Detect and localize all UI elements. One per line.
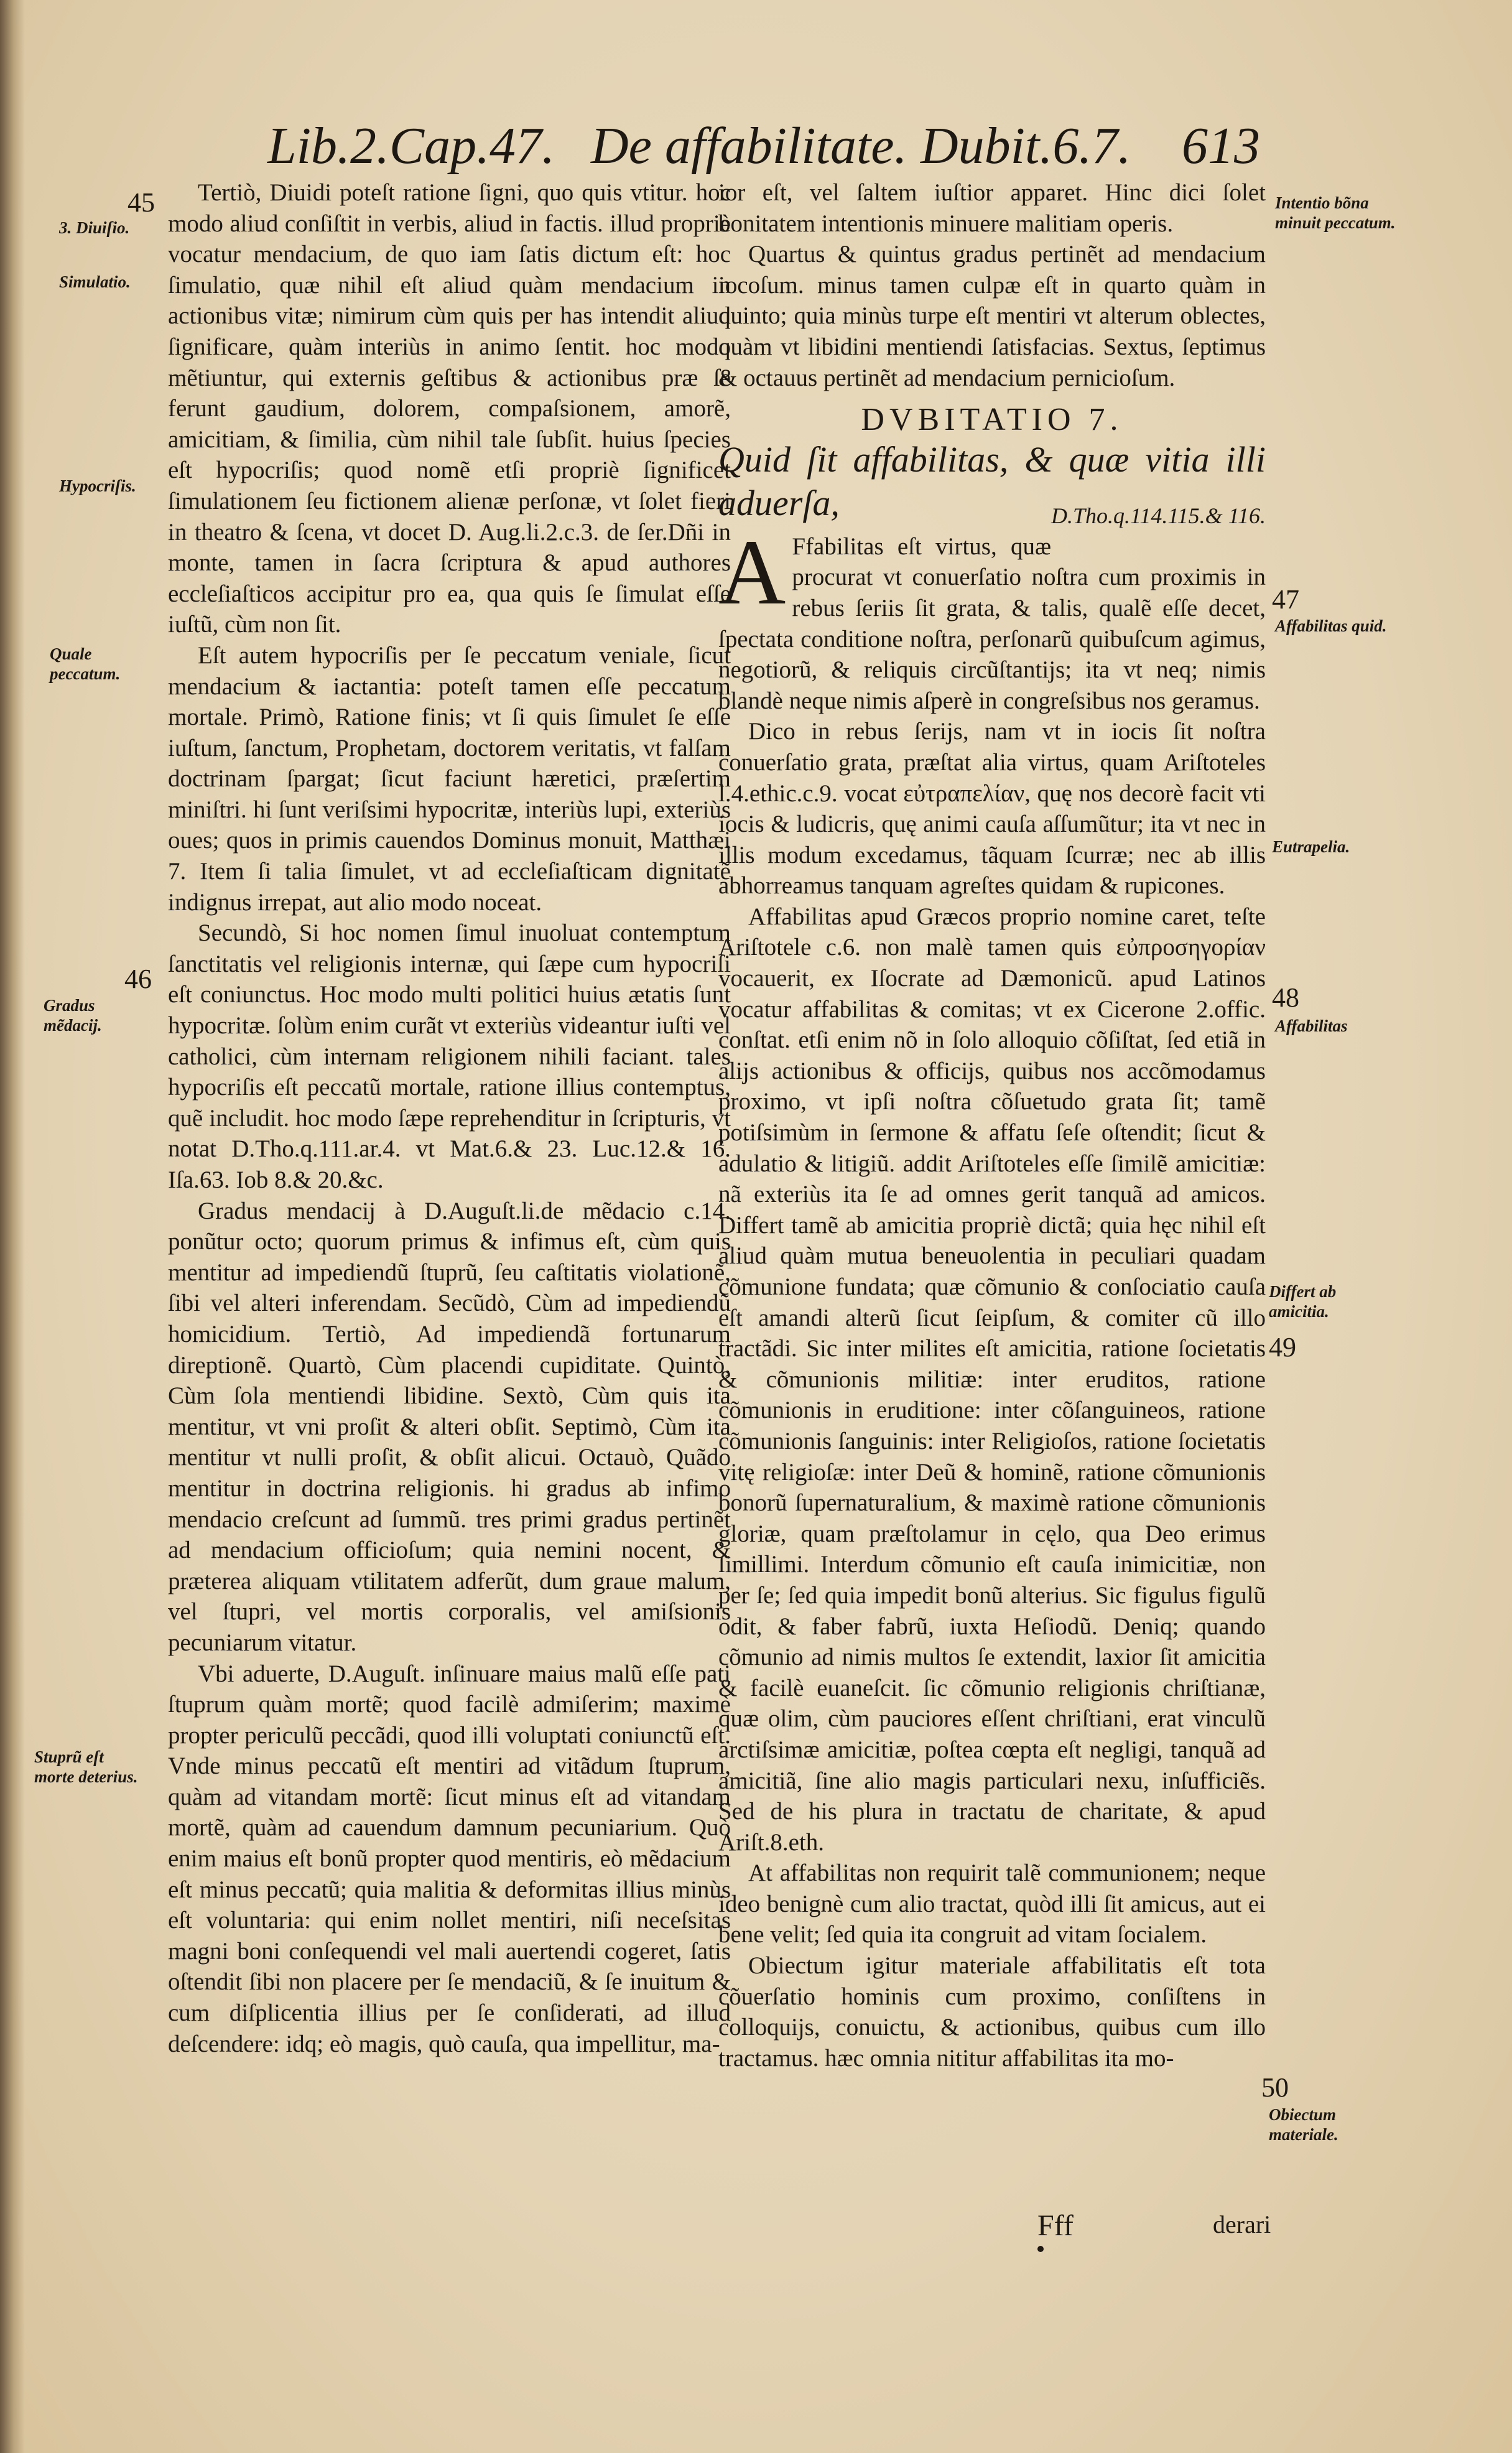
ink-dot	[1037, 2246, 1044, 2252]
margin-number-49: 49	[1269, 1332, 1296, 1362]
question-title-text: Quid ſit affabilitas, & quæ vitia illi aduerſa,	[718, 439, 1266, 523]
margin-note-simulatio: Simulatio.	[59, 272, 131, 291]
question-reference: D.Tho.q.114.115.& 116.	[1051, 503, 1266, 528]
margin-note-differt: Differt ab amicitia.	[1269, 1282, 1337, 1321]
margin-note-gradus: Gradus mẽdacij.	[44, 996, 102, 1035]
margin-number-50: 50	[1261, 2072, 1289, 2103]
running-header	[267, 112, 1287, 180]
left-paragraph: Eſt autem hypocriſis per ſe peccatum veniale, ſicut mendacium & iactantia: poteſt tamen eſſe peccatum mortale. Primò, Ratione finis; vt ſi quis ſimulet ſe eſſe iuſtum, ſanctum, Prophetam, doctorem veritatis, vt falſam doctrinam ſpargat; ſicut faciunt hæretici, præſertim miniſtri. hi ſunt veriſsimi hypocritæ, interiùs lupi, exteriùs oues; quos in primis cauendos Dominus monuit, Matthæi 7. Item ſi talia ſimulet, vt ad eccleſiaſticam dignitatẽ indignus irrepat, aut alio modo noceat.	[168, 641, 731, 916]
right-intro-paragraph: Quartus & quintus gradus pertinẽt ad mendacium iocoſum. minus tamen culpæ eſt in quarto quàm in quinto; quia minùs turpe eſt mentiri vt alterum oblectes, quàm vt libidini mentiendi ſatisfacias. Sextus, ſeptimus & octauus pertinẽt ad mendacium pernicioſum.	[718, 241, 1266, 391]
left-text-column	[168, 177, 731, 2059]
dubitatio-heading: DVBITATIO 7.	[861, 402, 1123, 438]
right-text-column	[718, 177, 1266, 2074]
margin-note-affabilitas: Affabilitas	[1275, 1017, 1348, 1035]
margin-note-divisio: 3. Diuiſio.	[59, 218, 130, 237]
margin-note-quale-peccatum: Quale peccatum.	[50, 645, 121, 683]
right-paragraph: Affabilitas apud Græcos proprio nomine caret, teſte Ariſtotele c.6. non malè tamen quis εὐπροσηγορίαν vocauerit, ex Iſocrate ad Dæmonicũ. apud Latinos vocatur affabilitas & comitas; vt ex Cicerone 2.offic. conſtat. etſi enim nõ in ſolo alloquio cõſiſtat, ſed etiã in alijs actionibus & officijs, quibus nos accõmodamus proximo, vt ipſi noſtra cõſuetudo grata ſit; tamẽ potiſsimùm in ſermone & affatu ſeſe oſtendit; ſicut & adulatio & litigiũ. addit Ariſtoteles eſſe ſimilẽ amicitiæ: nã exteriùs ita ſe ad omnes gerit tanquã ad amicos. Differt tamẽ ab amicitia propriè dictã; quia hęc nihil eſt aliud quàm mutua beneuolentia in peculiari quadam cõmunione fundata; quæ cõmunio & conſociatio cauſa eſt amandi alterũ ſicut ſeipſum, & comiter cũ illo tractãdi. Sic inter milites eſt amicitia, ratione ſocietatis & cõmunionis militiæ: inter eruditos, ratione cõmunionis in eruditione: inter cõſanguineos, ratione cõmunionis ſanguinis: inter Religioſos, ratione ſocietatis vitę religioſæ: inter Deũ & hominẽ, ratione cõmunionis bonorũ ſupernaturalium, & maximè ratione cõmunionis gloriæ, quam præſtolamur in cęlo, qua Deo erimus ſimillimi. Interdum cõmunio eſt cauſa inimicitiæ, non per ſe; ſed quia impedit bonũ alterius. Sic figulus figulũ odit, & faber fabrũ, iuxta Heſiodũ. Deniq; quando cõmunio ad nimis multos ſe extendit, laxior ſit amicitia & facilè euaneſcit. ſic cõmunio religionis chriſtianæ, quæ olim, cùm pauciores eſſent chriſtiani, erat vinculũ arctiſsimæ amicitiæ, poſtea cœpta eſt negligi, tanquã ad amicitiã, ſine alio magis particulari nexu, inſufficiẽs. Sed de his plura in tractatu de charitate, & apud Ariſt.8.eth.	[718, 903, 1266, 1856]
catchword: derari	[1213, 2210, 1271, 2238]
header-title: De affabilitate.	[591, 117, 907, 175]
right-paragraph: Obiectum igitur materiale affabilitatis eſt tota cõuerſatio hominis cum proximo, conſiſtens in colloquijs, conuictu, & actionibus, quibus cum illo tractamus. hæc omnia nititur affabilitas ita mo-	[718, 1952, 1266, 2072]
page-number: 613	[1182, 117, 1260, 175]
right-paragraph-first	[718, 520, 1266, 717]
margin-number-48: 48	[1272, 982, 1299, 1013]
margin-note-eutrapelia: Eutrapelia.	[1272, 837, 1350, 856]
header-dubit: Dubit.6.7.	[921, 117, 1131, 175]
signature-mark: Fff	[1037, 2209, 1074, 2242]
right-paragraph-first-text: Ffabilitas eſt virtus, quæ procurat vt conuerſatio noſtra cum proximis in rebus ſeriis ſit grata, & talis, qualẽ eſſe decet, ſpectata conditione noſtra, perſonarũ quibuſcum agimus, negotiorũ, & reliquis circũſtantijs; ita vt neq; nimis blandè neque nimis aſperè in congreſsibus nos geramus.	[718, 533, 1266, 714]
left-paragraph: Vbi aduerte, D.Auguſt. inſinuare maius malũ eſſe pati ſtuprum quàm mortẽ; quod facilè admiſerim; maximè propter periculũ peccãdi, quod illi voluptati coniunctũ eſt. Vnde minus peccatũ eſt mentiri ad vitãdum ſtuprum, quàm ad vitandam mortẽ: ſicut minus eſt ad vitandam mortẽ, quàm ad cauendum damnum pecuniarium. Quò enim maius eſt bonũ propter quod mentiris, eò mẽdacium eſt minus peccatũ; quia malitia & deformitas illius minùs eſt voluntaria: qui enim nollet mentiri, niſi neceſsitas magni boni conſequendi vel mali auertendi cogeret, ſatis oſtendit ſibi non placere per ſe mendaciũ, & ſe inuitum & cum diſplicentia illius per ſe conſiderati, ad illud deſcendere: idq; eò magis, quò cauſa, qua impellitur, ma-	[168, 1660, 731, 2057]
margin-note-stuprum: Stuprũ eſt morte deterius.	[34, 1748, 138, 1786]
question-title	[718, 438, 1266, 528]
left-paragraph: Secundò, Si hoc nomen ſimul inuoluat contemptum ſanctitatis vel religionis internæ, qui ſæpe cum hypocriſi eſt coniunctus. Hoc modo multi politici huius ætatis ſunt hypocritæ. ſolùm enim curãt vt exteriùs videantur iuſti vel catholici, cùm internam religionem nihili faciant. tales hypocriſis eſt peccatũ mortale, ratione illius contemptus, quẽ includit. hoc modo ſæpe reprehenditur in ſcripturis, vt notat D.Tho.q.111.ar.4. vt Mat.6.& 23. Luc.12.& 16. Iſa.63. Iob 8.& 20.&c.	[168, 919, 731, 1193]
left-paragraph: Tertiò, Diuidi poteſt ratione ſigni, quo quis vtitur. hoc modo aliud conſiſtit in verbis, aliud in factis. illud propriè vocatur mendacium, de quo iam ſatis dictum eſt: hoc ſimulatio, quæ nihil eſt aliud quàm mendacium in actionibus vitæ; nimirum cùm quis per has intendit aliud ſignificare, quàm interiùs in animo ſentit. hoc modo mẽtiuntur, qui externis geſtibus & actionibus præ ſe ferunt gaudium, dolorem, compaſsionem, amorẽ, amicitiam, & ſimilia, cùm nihil tale ſubſit. huius ſpecies eſt hypocriſis; quod nomẽ etſi propriè ſignificet ſimulationem ſeu fictionem alienæ perſonæ, vt ſolet fieri in theatro & ſcena, vt docet D. Aug.li.2.c.3. de ſer.Dñi in monte, tamen in ſacra ſcriptura & apud authores eccleſiaſticos accipitur pro ea, qua quis ſe ſimulat eſſe iuſtũ, cùm non ſit.	[168, 179, 731, 638]
margin-note-affabilitas-quid: Affabilitas quid.	[1275, 617, 1387, 635]
margin-number-45: 45	[128, 187, 155, 218]
right-paragraph: At affabilitas non requirit talẽ communionem; neque ideo benignè cum alio tractat, quòd illi ſit amicus, aut ei bene velit; ſed quia ita congruit ad vitam ſocialem.	[718, 1860, 1266, 1948]
header-book-chapter: Lib.2.Cap.47.	[267, 117, 555, 175]
right-intro-paragraph: ior eſt, vel ſaltem iuſtior apparet. Hinc dici ſolet bonitatem intentionis minuere malitiam operis.	[718, 179, 1266, 237]
margin-number-46: 46	[124, 964, 152, 994]
page-gutter-shadow	[0, 0, 25, 2453]
drop-capital: A	[718, 520, 786, 624]
right-paragraph: Dico in rebus ſerijs, nam vt in iocis ſit noſtra conuerſatio grata, præſtat alia virtus, quam Ariſtoteles l.4.ethic.c.9. vocat εὐτραπελίαν, quę nos decorè facit vti iocis & ludicris, quę animi cauſa aſſumũtur; ita vt nec in illis modum excedamus, tãquam ſcurræ; nec ab illis abhorreamus tanquam agreſtes quidam & rupicones.	[718, 718, 1266, 900]
left-paragraph: Gradus mendacij à D.Auguſt.li.de mẽdacio c.14. ponũtur octo; quorum primus & infimus eſt, cùm quis mentitur ad impediendũ ſtuprũ, ſeu caſtitatis violationẽ, ſibi vel alteri inferendam. Secũdò, Cùm ad impediendũ homicidium. Tertiò, Ad impediendã fortunarum direptionẽ. Quartò, Cùm placendi cupiditate. Quintò, Cùm ſola mentiendi libidine. Sextò, Cùm quis ita mentitur, vt vni proſit & alteri obſit. Septimò, Cùm ita mentitur vt nulli proſit, & obſit alicui. Octauò, Quãdo mentitur in doctrina religionis. hi gradus ab infimo mendacio creſcunt ad ſummũ. tres primi gradus pertinẽt ad mendacium officioſum; quia nemini nocent, & præterea aliquam vtilitatem adferũt, dum graue malum, vel ſtupri, vel mortis corporalis, vel amiſsionis pecuniarum vitatur.	[168, 1197, 731, 1656]
margin-note-intentio: Intentio bõna minuit peccatum.	[1275, 193, 1396, 232]
margin-number-47: 47	[1272, 584, 1299, 615]
margin-note-obiectum: Obiectum materiale.	[1269, 2105, 1338, 2144]
margin-note-hypocrisis: Hypocriſis.	[59, 477, 136, 495]
